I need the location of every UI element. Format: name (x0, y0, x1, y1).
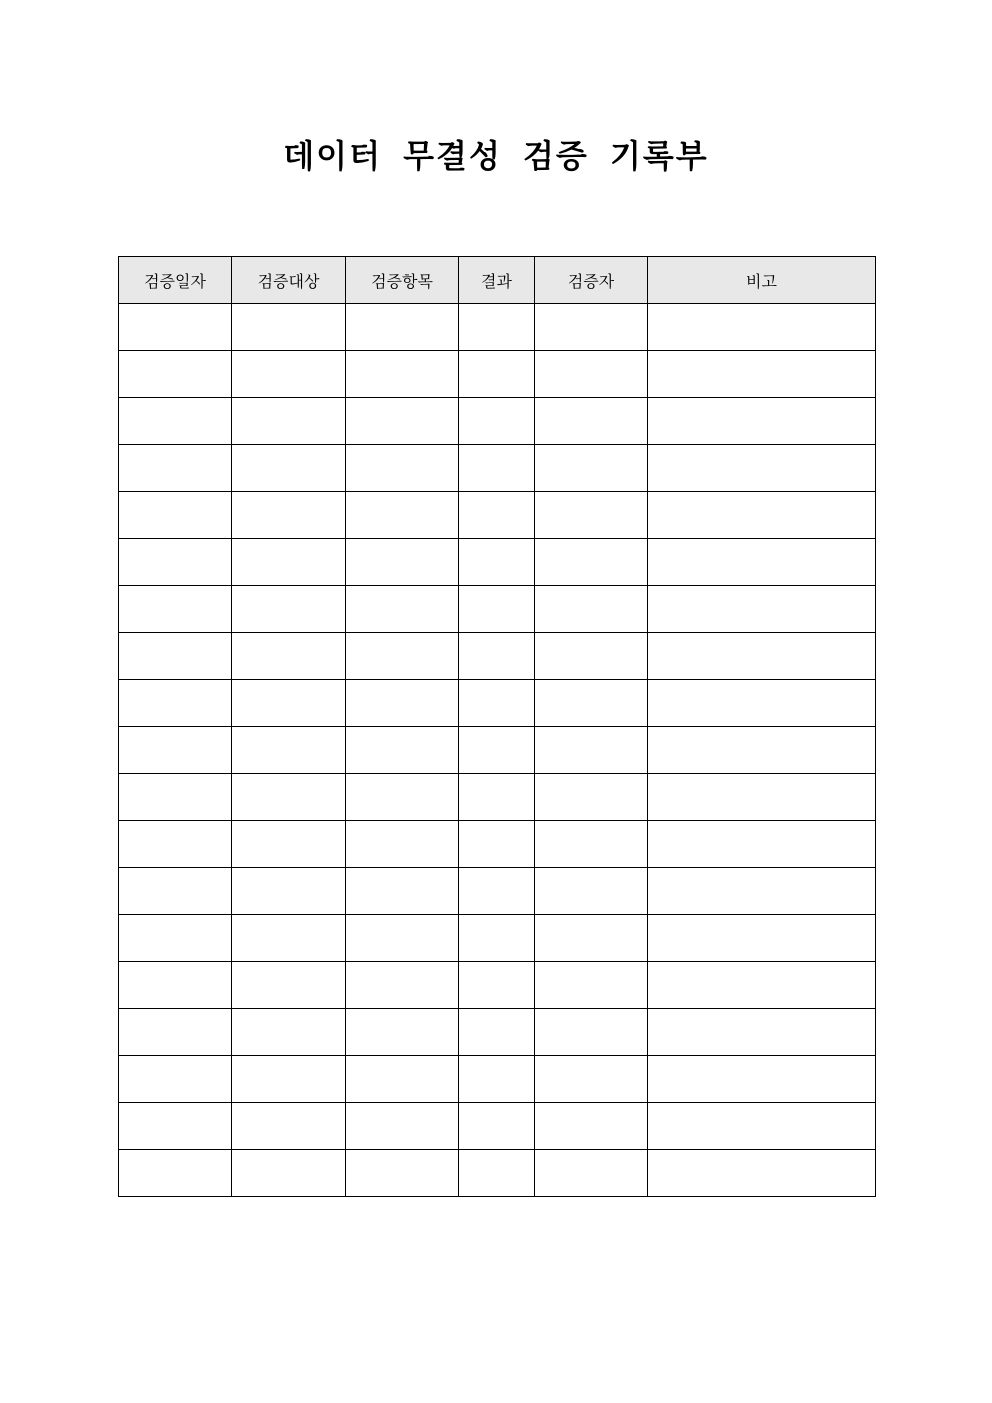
cell-item[interactable] (346, 821, 459, 868)
cell-date[interactable] (119, 821, 232, 868)
cell-remarks[interactable] (648, 398, 876, 445)
cell-result[interactable] (459, 1103, 535, 1150)
cell-result[interactable] (459, 633, 535, 680)
cell-verifier[interactable] (535, 1150, 648, 1197)
cell-target[interactable] (232, 304, 346, 351)
cell-target[interactable] (232, 633, 346, 680)
cell-verifier[interactable] (535, 774, 648, 821)
cell-date[interactable] (119, 1056, 232, 1103)
cell-remarks[interactable] (648, 680, 876, 727)
cell-item[interactable] (346, 680, 459, 727)
cell-verifier[interactable] (535, 962, 648, 1009)
cell-item[interactable] (346, 1150, 459, 1197)
cell-date[interactable] (119, 680, 232, 727)
cell-result[interactable] (459, 445, 535, 492)
cell-item[interactable] (346, 633, 459, 680)
cell-result[interactable] (459, 539, 535, 586)
cell-verifier[interactable] (535, 633, 648, 680)
cell-item[interactable] (346, 304, 459, 351)
cell-verifier[interactable] (535, 868, 648, 915)
cell-date[interactable] (119, 492, 232, 539)
cell-item[interactable] (346, 868, 459, 915)
cell-remarks[interactable] (648, 868, 876, 915)
cell-target[interactable] (232, 1009, 346, 1056)
cell-verifier[interactable] (535, 1103, 648, 1150)
cell-target[interactable] (232, 586, 346, 633)
table-row (119, 1103, 876, 1150)
cell-result[interactable] (459, 727, 535, 774)
cell-date[interactable] (119, 633, 232, 680)
column-header-target: 검증대상 (232, 257, 346, 304)
cell-date[interactable] (119, 962, 232, 1009)
cell-remarks[interactable] (648, 821, 876, 868)
cell-verifier[interactable] (535, 492, 648, 539)
header-row (119, 257, 876, 304)
cell-remarks[interactable] (648, 304, 876, 351)
cell-verifier[interactable] (535, 539, 648, 586)
column-header-result: 결과 (459, 257, 535, 304)
cell-result[interactable] (459, 680, 535, 727)
cell-item[interactable] (346, 1103, 459, 1150)
cell-remarks[interactable] (648, 492, 876, 539)
cell-target[interactable] (232, 1056, 346, 1103)
verification-log-table (118, 256, 876, 1197)
cell-date[interactable] (119, 351, 232, 398)
table-header (119, 257, 876, 304)
table-row (119, 539, 876, 586)
cell-remarks[interactable] (648, 633, 876, 680)
cell-date[interactable] (119, 304, 232, 351)
table-row (119, 727, 876, 774)
cell-target[interactable] (232, 774, 346, 821)
cell-result[interactable] (459, 821, 535, 868)
table-row (119, 633, 876, 680)
cell-remarks[interactable] (648, 962, 876, 1009)
table-row (119, 868, 876, 915)
cell-item[interactable] (346, 398, 459, 445)
cell-result[interactable] (459, 1009, 535, 1056)
cell-verifier[interactable] (535, 398, 648, 445)
column-header-remarks: 비고 (648, 257, 876, 304)
cell-verifier[interactable] (535, 351, 648, 398)
cell-target[interactable] (232, 727, 346, 774)
cell-date[interactable] (119, 1150, 232, 1197)
cell-remarks[interactable] (648, 1103, 876, 1150)
cell-verifier[interactable] (535, 304, 648, 351)
cell-date[interactable] (119, 445, 232, 492)
cell-item[interactable] (346, 492, 459, 539)
cell-target[interactable] (232, 445, 346, 492)
cell-target[interactable] (232, 1103, 346, 1150)
cell-date[interactable] (119, 774, 232, 821)
cell-item[interactable] (346, 445, 459, 492)
cell-item[interactable] (346, 1009, 459, 1056)
cell-remarks[interactable] (648, 915, 876, 962)
cell-result[interactable] (459, 868, 535, 915)
cell-remarks[interactable] (648, 774, 876, 821)
cell-date[interactable] (119, 539, 232, 586)
table-row (119, 774, 876, 821)
cell-result[interactable] (459, 1056, 535, 1103)
cell-target[interactable] (232, 915, 346, 962)
table-row (119, 445, 876, 492)
cell-item[interactable] (346, 727, 459, 774)
table-row (119, 586, 876, 633)
cell-result[interactable] (459, 774, 535, 821)
table-row (119, 1009, 876, 1056)
cell-target[interactable] (232, 868, 346, 915)
cell-verifier[interactable] (535, 445, 648, 492)
table-row (119, 1150, 876, 1197)
table-row (119, 962, 876, 1009)
cell-verifier[interactable] (535, 1009, 648, 1056)
cell-verifier[interactable] (535, 915, 648, 962)
cell-date[interactable] (119, 1009, 232, 1056)
column-header-item: 검증항목 (346, 257, 459, 304)
cell-remarks[interactable] (648, 1150, 876, 1197)
cell-item[interactable] (346, 774, 459, 821)
column-header-verifier: 검증자 (535, 257, 648, 304)
cell-result[interactable] (459, 962, 535, 1009)
cell-item[interactable] (346, 586, 459, 633)
cell-target[interactable] (232, 492, 346, 539)
cell-result[interactable] (459, 492, 535, 539)
cell-verifier[interactable] (535, 680, 648, 727)
cell-remarks[interactable] (648, 1056, 876, 1103)
cell-remarks[interactable] (648, 1009, 876, 1056)
cell-target[interactable] (232, 821, 346, 868)
table-row (119, 1056, 876, 1103)
cell-target[interactable] (232, 351, 346, 398)
cell-target[interactable] (232, 539, 346, 586)
cell-target[interactable] (232, 962, 346, 1009)
cell-date[interactable] (119, 868, 232, 915)
table-row (119, 351, 876, 398)
cell-item[interactable] (346, 1056, 459, 1103)
cell-remarks[interactable] (648, 727, 876, 774)
cell-verifier[interactable] (535, 1056, 648, 1103)
cell-target[interactable] (232, 398, 346, 445)
cell-result[interactable] (459, 398, 535, 445)
cell-item[interactable] (346, 962, 459, 1009)
table-row (119, 398, 876, 445)
page-title: 데이터 무결성 검증 기록부 (283, 137, 709, 175)
cell-date[interactable] (119, 586, 232, 633)
cell-target[interactable] (232, 1150, 346, 1197)
cell-date[interactable] (119, 915, 232, 962)
cell-date[interactable] (119, 398, 232, 445)
cell-item[interactable] (346, 539, 459, 586)
table-row (119, 492, 876, 539)
cell-verifier[interactable] (535, 586, 648, 633)
cell-result[interactable] (459, 1150, 535, 1197)
cell-remarks[interactable] (648, 539, 876, 586)
cell-item[interactable] (346, 915, 459, 962)
cell-remarks[interactable] (648, 445, 876, 492)
cell-result[interactable] (459, 304, 535, 351)
table-body (119, 304, 876, 1197)
table-row (119, 915, 876, 962)
cell-target[interactable] (232, 680, 346, 727)
cell-result[interactable] (459, 915, 535, 962)
cell-remarks[interactable] (648, 586, 876, 633)
cell-verifier[interactable] (535, 821, 648, 868)
cell-date[interactable] (119, 727, 232, 774)
cell-result[interactable] (459, 586, 535, 633)
table-row (119, 304, 876, 351)
cell-item[interactable] (346, 351, 459, 398)
cell-remarks[interactable] (648, 351, 876, 398)
cell-date[interactable] (119, 1103, 232, 1150)
cell-result[interactable] (459, 351, 535, 398)
table-row (119, 680, 876, 727)
cell-verifier[interactable] (535, 727, 648, 774)
column-header-date: 검증일자 (119, 257, 232, 304)
table-row (119, 821, 876, 868)
